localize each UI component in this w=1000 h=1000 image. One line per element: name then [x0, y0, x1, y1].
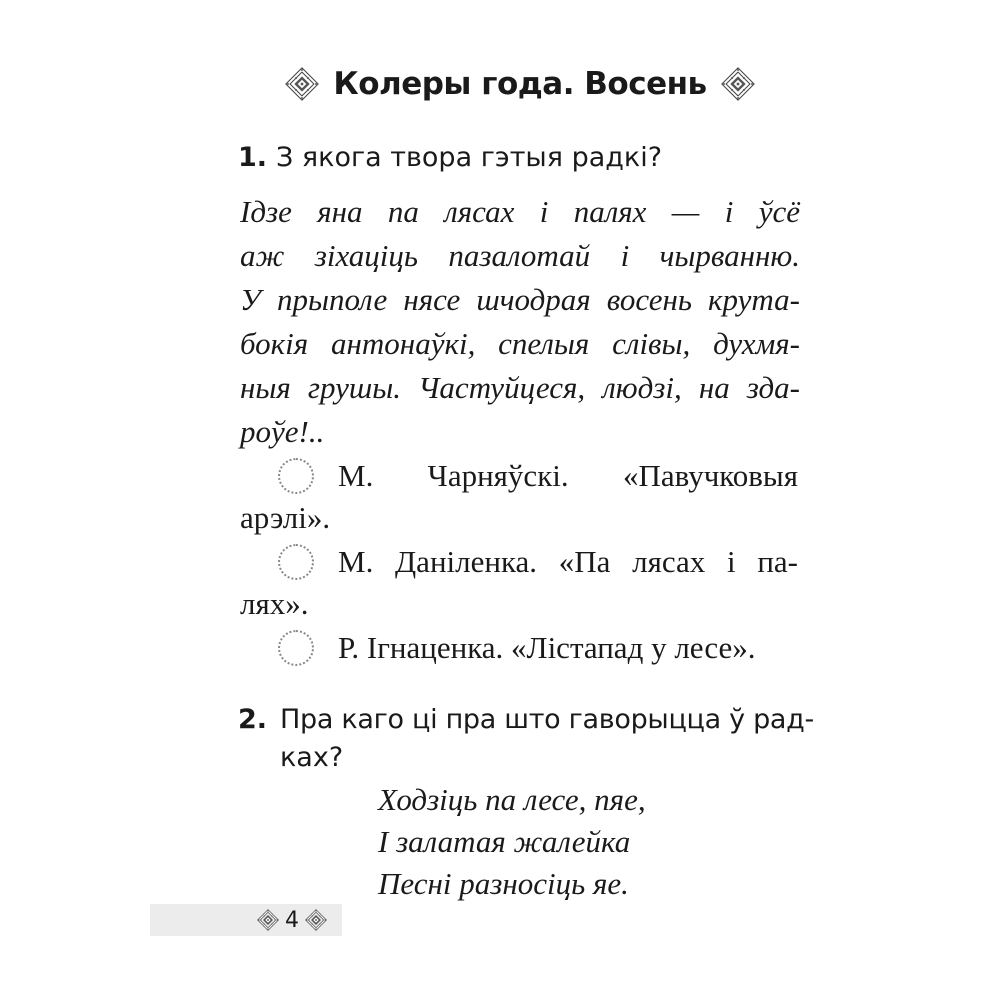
passage-line: Ідзе яна па лясах і палях — і ўсё: [240, 194, 800, 229]
passage-line: роўе!..: [240, 414, 325, 449]
title-text: Колеры года. Восень: [333, 66, 707, 102]
passage-line: аж зіхаціць пазалотай і чырванню.: [240, 238, 800, 273]
diamond-ornament-icon: [285, 67, 319, 101]
passage-line: У прыполе нясе шчодрая восень крута-: [240, 282, 800, 317]
answer-option-1-text-cont: арэлі».: [240, 500, 331, 535]
diamond-ornament-icon: [257, 909, 279, 931]
answer-option-3-radio[interactable]: [278, 630, 314, 666]
page-footer: [242, 904, 342, 936]
passage-line: бокія антонаўкі, спелыя слівы, духмя-: [240, 326, 800, 361]
poem-line: Ходзіць па лесе, пяе,: [378, 782, 646, 817]
answer-option-2-text: М. Даніленка. «Па лясах і па-: [338, 544, 798, 579]
answer-option-1-radio[interactable]: [278, 458, 314, 494]
passage-line: ныя грушы. Частуйцеся, людзі, на зда-: [240, 370, 800, 405]
question-2-text: Пра каго ці пра што гаворыцца ў рад-: [280, 704, 814, 735]
poem-line: І залатая жалейка: [378, 824, 631, 859]
page-number: 4: [285, 907, 299, 933]
question-1-number: 1.: [238, 142, 268, 173]
answer-option-2-radio[interactable]: [278, 544, 314, 580]
question-2-text-cont: ках?: [280, 742, 344, 773]
answer-option-2-text-cont: лях».: [240, 586, 309, 621]
answer-option-3-text: Р. Ігнаценка. «Лістапад у лесе».: [338, 630, 756, 665]
diamond-ornament-icon: [305, 909, 327, 931]
question-2-number: 2.: [238, 704, 268, 735]
page-title: [290, 62, 750, 106]
answer-option-1-text: М. Чарняўскі. «Павучковыя: [338, 458, 798, 493]
poem-line: Песні разносіць яе.: [378, 866, 629, 901]
diamond-ornament-icon: [721, 67, 755, 101]
question-1-text: З якога твора гэтыя радкі?: [276, 142, 663, 173]
